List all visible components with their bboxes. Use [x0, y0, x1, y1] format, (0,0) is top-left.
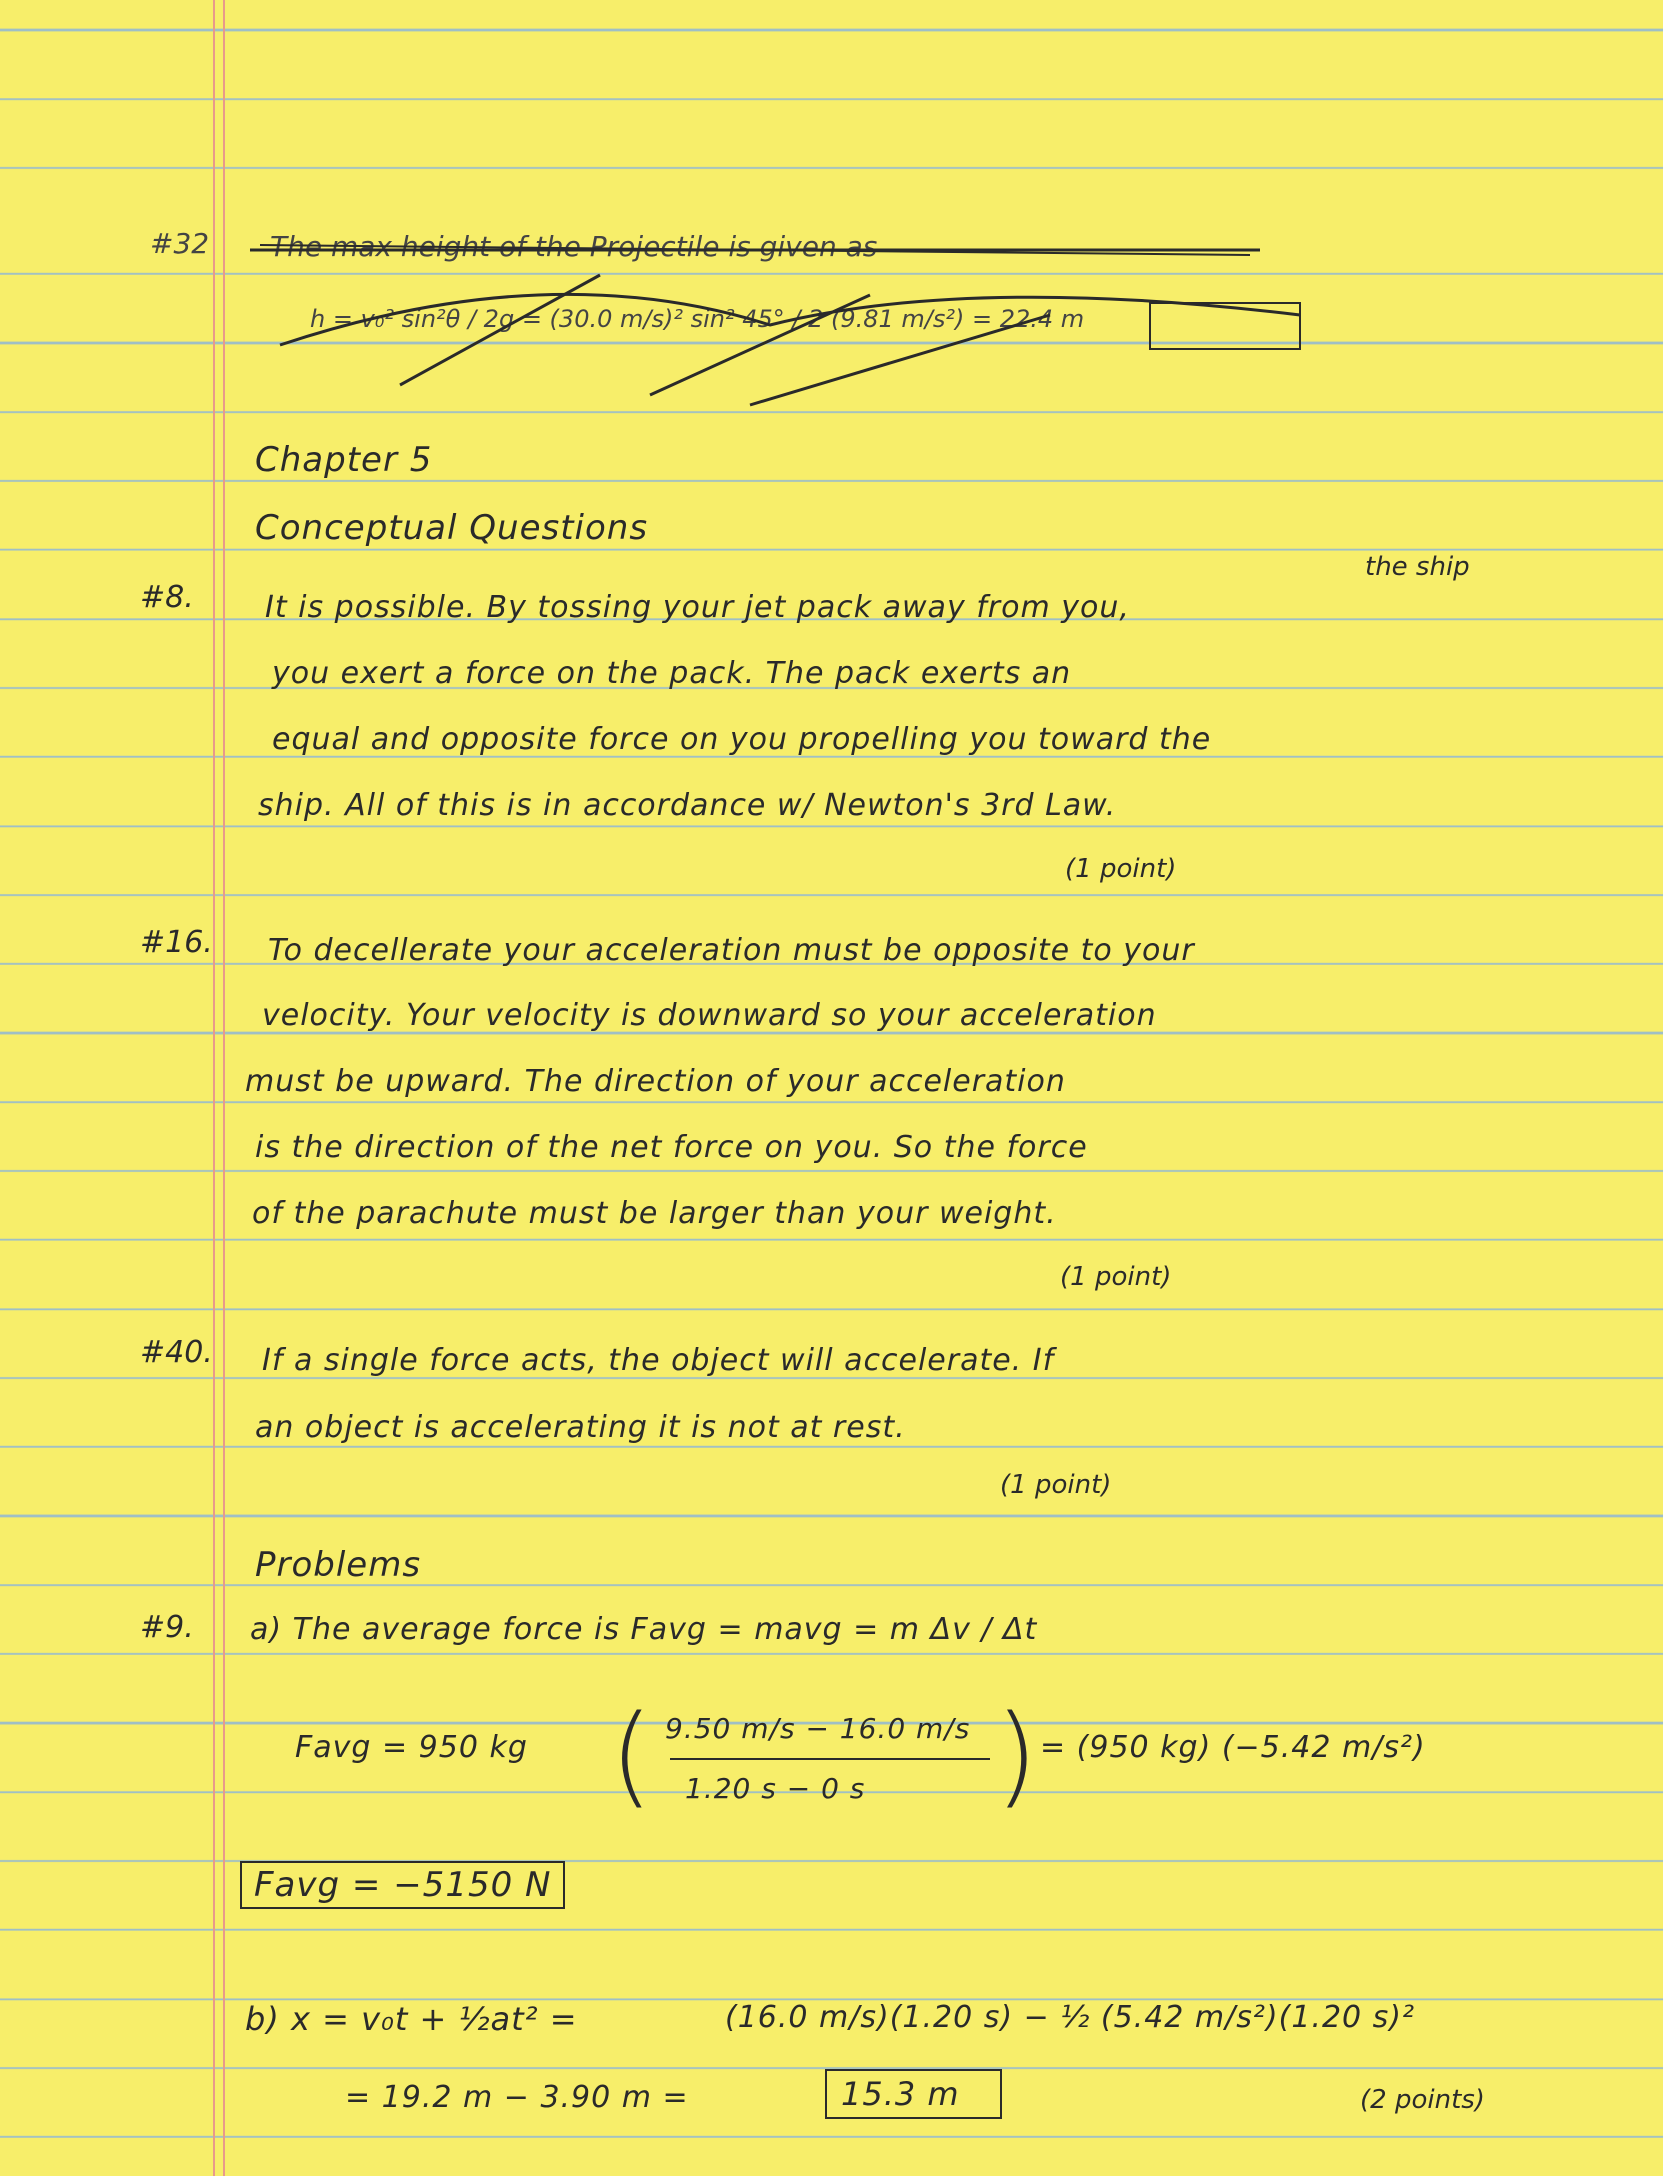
q40-label: #40.	[140, 1335, 213, 1370]
q40-points: (1 point)	[1000, 1470, 1112, 1500]
right-paren: )	[995, 1691, 1038, 1819]
left-paren: (	[610, 1691, 653, 1819]
q8-line-2: you exert a force on the pack. The pack exerts an	[272, 656, 1072, 691]
q8-label: #8.	[140, 580, 194, 615]
crossed-out-line2: h = v₀² sin²θ / 2g = (30.0 m/s)² sin² 45° / 2 (9.81 m/s²) = 22.4 m	[310, 305, 1085, 333]
p9-a-numerator: 9.50 m/s − 16.0 m/s	[665, 1712, 971, 1745]
p9-b-line1-left: b) x = v₀t + ½at² =	[245, 2000, 578, 2038]
p9-a-fraction	[610, 1691, 1038, 1830]
q8-line-1: It is possible. By tossing your jet pack away from you,	[265, 590, 1130, 625]
p9-points: (2 points)	[1360, 2085, 1485, 2115]
problems-title: Problems	[255, 1545, 422, 1585]
p9-b-answer: 15.3 m	[825, 2069, 1002, 2119]
q16-line-5: of the parachute must be larger than your weight.	[252, 1196, 1057, 1231]
p9-label: #9.	[140, 1610, 194, 1645]
p9-a-calc-left: Favg = 950 kg	[295, 1730, 528, 1765]
p9-b-line2-left: = 19.2 m − 3.90 m =	[345, 2080, 689, 2115]
q40-line-2: an object is accelerating it is not at rest.	[255, 1410, 906, 1445]
q8-line-4: ship. All of this is in accordance w/ Newton's 3rd Law.	[258, 788, 1117, 823]
p9-a-answer: Favg = −5150 N	[240, 1861, 565, 1909]
q16-line-1: To decellerate your acceleration must be opposite to your	[268, 933, 1195, 968]
chapter-title: Chapter 5	[255, 440, 433, 480]
crossed-out-line1: The max height of the Projectile is given as	[270, 230, 878, 263]
q8-line-3: equal and opposite force on you propelling you toward the	[272, 722, 1212, 757]
strikethrough-scribble	[150, 215, 1310, 415]
crossed-out-block	[150, 215, 1310, 415]
section-conceptual-questions: Conceptual Questions	[255, 508, 649, 548]
p9-b-answer-box	[825, 2075, 1002, 2113]
q8-points: (1 point)	[1065, 854, 1177, 884]
q16-line-2: velocity. Your velocity is downward so your acceleration	[262, 998, 1157, 1033]
q16-label: #16.	[140, 925, 213, 960]
fraction-bar	[670, 1758, 990, 1760]
q40-line-1: If a single force acts, the object will accelerate. If	[262, 1343, 1055, 1378]
p9-a-calc-right: = (950 kg) (−5.42 m/s²)	[1040, 1730, 1426, 1765]
q16-line-4: is the direction of the net force on you. So the force	[255, 1130, 1088, 1165]
crossed-out-label: #32	[150, 227, 210, 260]
p9-part-a-line: a) The average force is Favg = mavg = m Δv / Δt	[250, 1612, 1038, 1647]
p9-b-line1-right: (16.0 m/s)(1.20 s) − ½ (5.42 m/s²)(1.20 s)²	[725, 2000, 1416, 2035]
p9-a-answer-box	[240, 1865, 565, 1905]
q16-points: (1 point)	[1060, 1262, 1172, 1292]
q8-insert: the ship	[1365, 552, 1470, 582]
p9-a-denominator: 1.20 s − 0 s	[685, 1772, 866, 1805]
q16-line-3: must be upward. The direction of your acceleration	[245, 1064, 1066, 1099]
